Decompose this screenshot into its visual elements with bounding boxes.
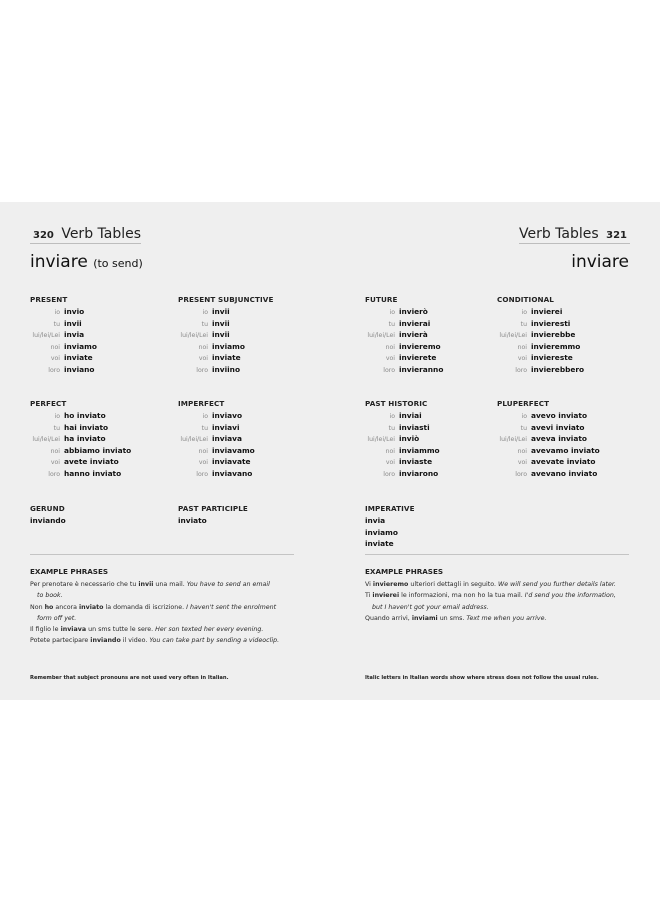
example-verb: invii — [138, 581, 154, 588]
pronoun: noi — [50, 343, 60, 351]
verb-form: inviavo — [212, 411, 243, 420]
conjugation-row — [365, 364, 505, 376]
pronoun: voi — [517, 355, 527, 363]
verb-form: inviamo — [212, 341, 245, 351]
example-text: un sms tutte le sere. — [86, 626, 156, 634]
verb-form: inviamo — [64, 341, 97, 351]
conjugation-row — [30, 329, 170, 341]
verb-form: inviaste — [399, 457, 433, 467]
conjugation-row — [178, 329, 318, 341]
conjugation-row — [365, 329, 505, 341]
conjugation-row — [30, 318, 170, 330]
example-text: un sms. — [437, 614, 467, 622]
verb-form: avevamo inviato — [531, 445, 600, 455]
verb-form: inviavamo — [212, 445, 255, 455]
example-phrases-title: EXAMPLE PHRASES — [30, 567, 109, 576]
footnote: Italic letters in Italian words show where stress does not follow the usual rules. — [365, 675, 599, 681]
header-title: Verb Tables — [518, 226, 599, 242]
verb-form: invierebbero — [531, 364, 585, 374]
tense-title: PLUPERFECT — [497, 399, 550, 408]
verb-form: inviereste — [531, 353, 573, 363]
pronoun: io — [202, 413, 208, 420]
verb-form: inviino — [212, 364, 241, 374]
conjugation-row — [365, 456, 505, 468]
conjugation-row — [178, 433, 318, 445]
example-phrase — [30, 635, 300, 646]
left-page — [0, 202, 330, 700]
verb-form: invii — [212, 330, 230, 340]
tense-title: FUTURE — [365, 295, 398, 304]
conjugation-row — [178, 410, 318, 422]
pronoun: io — [521, 413, 527, 420]
verb-form: inviate — [212, 353, 241, 363]
example-phrases — [30, 579, 300, 647]
imperative-title: IMPERATIVE — [365, 504, 415, 513]
divider — [365, 554, 629, 555]
example-verb: ho — [44, 603, 54, 611]
conjugation-row — [30, 306, 170, 318]
verb-form: avevi inviato — [531, 422, 585, 432]
pronoun: tu — [53, 320, 60, 328]
verb-form: invii — [212, 318, 230, 328]
book-spread — [0, 202, 660, 700]
verb-form: invierei — [531, 307, 563, 316]
example-text: una mail. — [153, 581, 187, 588]
pronoun: loro — [515, 470, 527, 478]
tense-block — [178, 398, 318, 480]
conjugation-row — [497, 352, 637, 364]
example-translation: form off yet. — [37, 614, 77, 622]
tense-title: IMPERFECT — [178, 399, 225, 408]
pronoun: noi — [517, 447, 527, 455]
example-text: Quando arrivi, — [365, 614, 412, 622]
example-phrase-continued — [30, 590, 300, 601]
pronoun: noi — [517, 343, 527, 351]
conjugation-row — [497, 468, 637, 480]
conjugation-row — [497, 422, 637, 434]
example-text: il video. — [120, 637, 150, 645]
right-page — [330, 202, 660, 700]
example-text: le informazioni, ma non ho la tua mail. — [399, 592, 525, 600]
tense-title: PRESENT — [30, 295, 68, 304]
conjugation-row — [365, 422, 505, 434]
conjugation-row — [497, 456, 637, 468]
verb-form: invierà — [399, 330, 428, 340]
pronoun: loro — [196, 366, 208, 374]
pronoun: loro — [383, 366, 395, 374]
pronoun: loro — [48, 366, 60, 374]
page-number: 320 — [33, 230, 54, 241]
conjugation-row — [30, 445, 170, 457]
pronoun: io — [54, 413, 60, 420]
verb-form: invieresti — [531, 318, 571, 328]
example-translation: Her son texted her every evening. — [155, 626, 264, 634]
imperative-block — [365, 503, 505, 550]
verb-form: inviasti — [399, 422, 430, 432]
example-text: Vi — [365, 581, 373, 588]
example-translation: Text me when you arrive. — [466, 614, 547, 622]
example-text: Per prenotare è necessario che tu — [30, 581, 139, 588]
pronoun: noi — [50, 447, 60, 455]
pronoun: tu — [520, 320, 527, 328]
verb-form: abbiamo inviato — [64, 445, 132, 455]
conjugation-row — [178, 468, 318, 480]
conjugation-row — [30, 341, 170, 353]
conjugation-row — [178, 341, 318, 353]
verb-translation: (to send) — [93, 257, 143, 270]
example-phrases-title: EXAMPLE PHRASES — [365, 567, 444, 576]
gerund-title: GERUND — [30, 504, 65, 513]
tense-block — [365, 398, 505, 480]
conjugation-row — [365, 352, 505, 364]
conjugation-row — [365, 341, 505, 353]
tense-block — [497, 398, 637, 480]
verb-infinitive: inviare — [30, 252, 88, 272]
past-participle-title: PAST PARTICIPLE — [178, 504, 248, 513]
verb-form: invieranno — [399, 364, 444, 374]
example-text: Il figlio le — [30, 626, 61, 634]
pronoun: tu — [201, 320, 208, 328]
conjugation-row — [497, 445, 637, 457]
pronoun: noi — [385, 447, 395, 455]
conjugation-row — [178, 456, 318, 468]
conjugation-row — [365, 318, 505, 330]
conjugation-row — [30, 352, 170, 364]
divider — [30, 554, 294, 555]
conjugation-row — [178, 422, 318, 434]
tense-block — [30, 294, 170, 376]
pronoun: lui/lei/Lei — [499, 332, 527, 340]
example-verb: inviando — [90, 637, 121, 645]
conjugation-row — [178, 306, 318, 318]
left-page-header — [30, 226, 141, 244]
conjugation-row — [30, 433, 170, 445]
verb-form: inviavate — [212, 457, 251, 467]
verb-form: aveva inviato — [531, 434, 587, 444]
conjugation-row — [497, 318, 637, 330]
verb-form: ha inviato — [64, 434, 106, 444]
imperative-value: invia — [365, 516, 386, 525]
example-phrase — [365, 590, 635, 601]
example-text: Non — [30, 603, 45, 611]
example-translation: but I haven't got your email address. — [372, 603, 489, 611]
example-translation: We will send you further details later. — [498, 581, 616, 588]
example-verb: inviami — [411, 614, 438, 622]
pronoun: noi — [198, 343, 208, 351]
pronoun: voi — [385, 459, 395, 467]
pronoun: io — [521, 309, 527, 316]
pronoun: voi — [198, 459, 208, 467]
example-translation: to book. — [37, 592, 63, 600]
pronoun: lui/lei/Lei — [180, 332, 208, 340]
pronoun: io — [202, 309, 208, 316]
imperative-value: inviate — [365, 539, 394, 549]
verb-form: invii — [212, 307, 230, 316]
header-title: Verb Tables — [61, 226, 142, 242]
pronoun: tu — [53, 424, 60, 432]
conjugation-row — [497, 433, 637, 445]
pronoun: loro — [515, 366, 527, 374]
verb-form: inviò — [399, 434, 420, 444]
verb-form: avete inviato — [64, 457, 119, 467]
verb-form: invierete — [399, 353, 437, 363]
verb-form: inviava — [212, 434, 242, 444]
example-phrase-continued — [365, 602, 635, 613]
pronoun: lui/lei/Lei — [367, 332, 395, 340]
example-text: la domanda di iscrizione. — [103, 603, 187, 611]
past-participle-block — [178, 503, 318, 527]
verb-form: avevate inviato — [531, 457, 596, 467]
example-translation: I haven't sent the enrolment — [186, 603, 277, 611]
verb-form: inviarono — [399, 468, 439, 478]
conjugation-row — [365, 410, 505, 422]
verb-form: invieremmo — [531, 341, 581, 351]
pronoun: io — [389, 413, 395, 420]
pronoun: io — [389, 309, 395, 316]
conjugation-row — [178, 352, 318, 364]
verb-form: inviate — [64, 353, 93, 363]
example-phrase — [30, 602, 300, 613]
pronoun: lui/lei/Lei — [499, 436, 527, 444]
example-text: Ti — [365, 592, 373, 600]
pronoun: tu — [201, 424, 208, 432]
tense-title: PAST HISTORIC — [365, 399, 428, 408]
conjugation-row — [365, 306, 505, 318]
verb-form: inviavano — [212, 468, 253, 478]
conjugation-row — [30, 456, 170, 468]
pronoun: loro — [48, 470, 60, 478]
example-translation: You can take part by sending a videoclip. — [149, 637, 280, 645]
pronoun: lui/lei/Lei — [32, 436, 60, 444]
verb-form: invieremo — [399, 341, 441, 351]
past-participle-value: inviato — [178, 516, 207, 525]
conjugation-row — [497, 329, 637, 341]
example-phrase — [30, 624, 300, 635]
example-text: ancora — [53, 603, 79, 611]
verb-form: inviai — [399, 411, 422, 420]
verb-form: inviano — [64, 364, 95, 374]
tense-title: PRESENT SUBJUNCTIVE — [178, 295, 274, 304]
conjugation-row — [30, 364, 170, 376]
pronoun: tu — [388, 424, 395, 432]
verb-title — [30, 252, 143, 272]
example-text: Potete partecipare — [30, 637, 91, 645]
right-page-header — [519, 226, 630, 244]
example-phrase-continued — [30, 613, 300, 624]
pronoun: noi — [385, 343, 395, 351]
example-verb: inviato — [79, 603, 104, 611]
example-phrases — [365, 579, 635, 624]
verb-form: invierai — [399, 318, 431, 328]
tense-block — [178, 294, 318, 376]
example-translation: You have to send an email — [186, 581, 270, 588]
pronoun: io — [54, 309, 60, 316]
pronoun: voi — [50, 459, 60, 467]
example-phrase — [365, 613, 635, 624]
example-verb: inviava — [60, 626, 87, 634]
imperative-value: inviamo — [365, 527, 398, 537]
verb-form: hanno inviato — [64, 468, 122, 478]
gerund-block — [30, 503, 170, 527]
conjugation-row — [178, 318, 318, 330]
conjugation-row — [365, 445, 505, 457]
conjugation-row — [178, 445, 318, 457]
pronoun: noi — [198, 447, 208, 455]
verb-form: inviavi — [212, 422, 240, 432]
conjugation-row — [178, 364, 318, 376]
verb-form: avevano inviato — [531, 468, 598, 478]
conjugation-row — [30, 468, 170, 480]
pronoun: tu — [520, 424, 527, 432]
conjugation-row — [30, 410, 170, 422]
example-verb: invieremo — [372, 581, 409, 588]
conjugation-row — [497, 364, 637, 376]
tense-block — [30, 398, 170, 480]
pronoun: voi — [50, 355, 60, 363]
footnote: Remember that subject pronouns are not used very often in Italian. — [30, 675, 229, 681]
page-number: 321 — [606, 230, 627, 241]
pronoun: lui/lei/Lei — [32, 332, 60, 340]
conjugation-row — [497, 341, 637, 353]
pronoun: voi — [517, 459, 527, 467]
verb-form: invierò — [399, 307, 428, 316]
pronoun: lui/lei/Lei — [180, 436, 208, 444]
pronoun: tu — [388, 320, 395, 328]
example-verb: invierei — [372, 592, 400, 600]
example-text: ulteriori dettagli in seguito. — [408, 581, 499, 588]
conjugation-row — [365, 468, 505, 480]
conjugation-row — [30, 422, 170, 434]
verb-form: invio — [64, 307, 85, 316]
verb-form: invii — [64, 318, 82, 328]
pronoun: loro — [383, 470, 395, 478]
example-phrase — [30, 579, 300, 590]
conjugation-row — [365, 433, 505, 445]
verb-form: avevo inviato — [531, 411, 588, 420]
verb-form: inviammo — [399, 445, 440, 455]
verb-form: invia — [64, 330, 85, 340]
verb-form: invierebbe — [531, 330, 576, 340]
example-translation: I'd send you the information, — [524, 592, 616, 600]
tense-title: CONDITIONAL — [497, 295, 554, 304]
pronoun: voi — [385, 355, 395, 363]
example-phrase — [365, 579, 635, 590]
verb-infinitive: inviare — [571, 252, 629, 272]
tense-title: PERFECT — [30, 399, 67, 408]
verb-title — [571, 252, 629, 272]
conjugation-row — [497, 306, 637, 318]
tense-block — [497, 294, 637, 376]
pronoun: voi — [198, 355, 208, 363]
verb-form: ho inviato — [64, 411, 106, 420]
tense-block — [365, 294, 505, 376]
conjugation-row — [497, 410, 637, 422]
pronoun: lui/lei/Lei — [367, 436, 395, 444]
pronoun: loro — [196, 470, 208, 478]
verb-form: hai inviato — [64, 422, 109, 432]
gerund-value: inviando — [30, 516, 66, 525]
